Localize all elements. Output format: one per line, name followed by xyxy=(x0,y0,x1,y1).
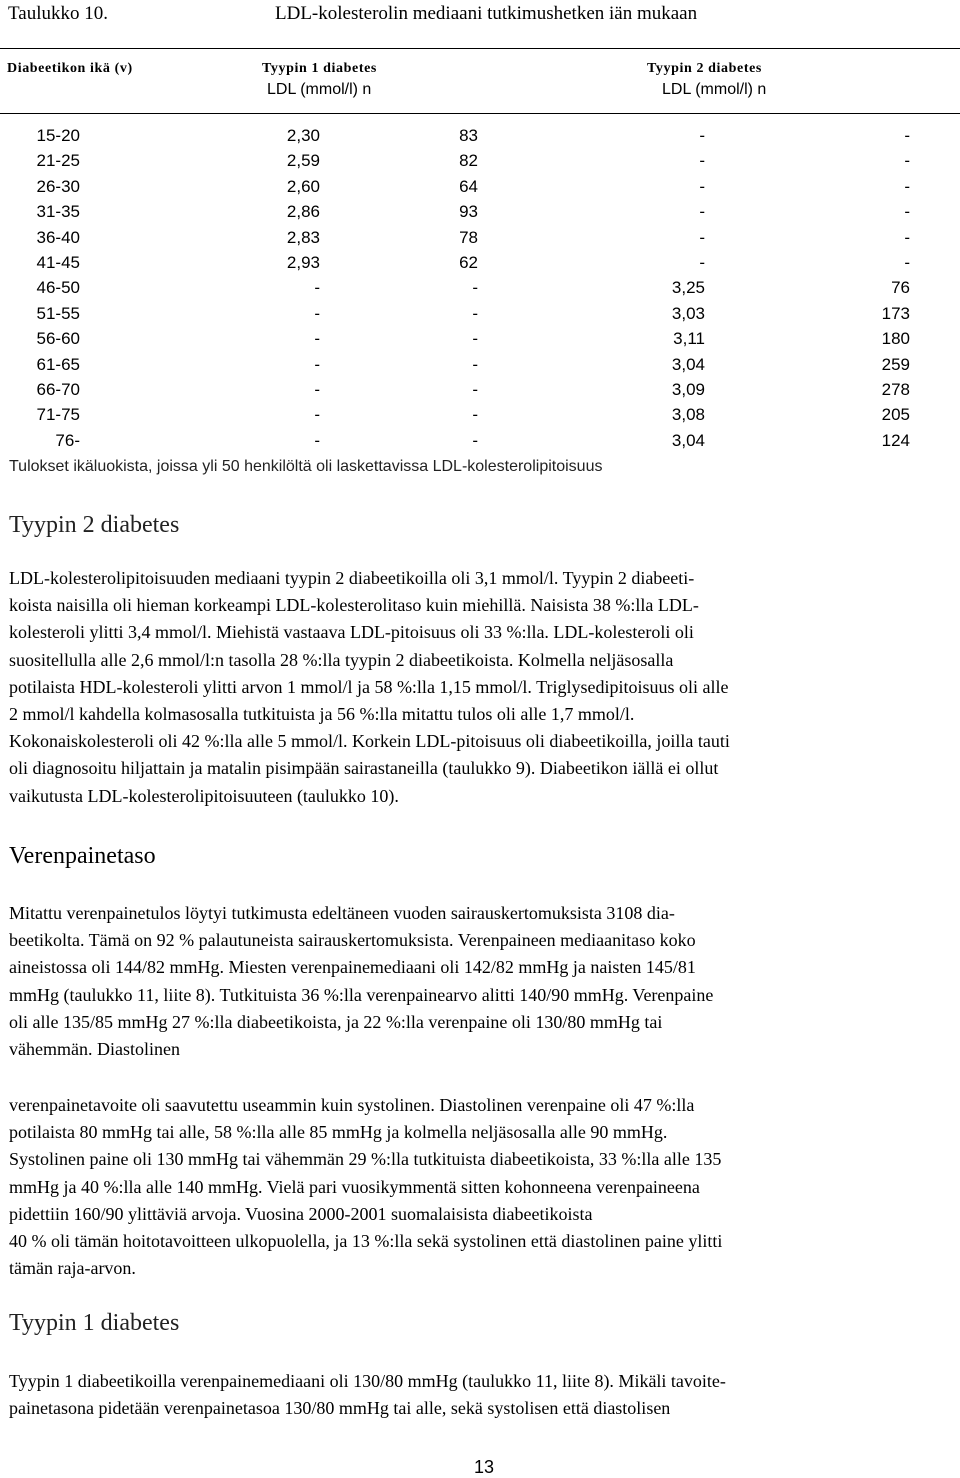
table-row xyxy=(0,275,960,300)
cell-type2-n: - xyxy=(904,126,910,145)
cell-type1-n: - xyxy=(472,303,478,323)
cell-type1-n: - xyxy=(472,354,478,374)
cell-age: 71-75 xyxy=(36,405,80,425)
text-line: painetasona pidetään verenpainetasoa 130/80 mmHg tai alle, sekä systolisen että diastolisen xyxy=(9,1398,671,1419)
text-line: potilaista HDL-kolesteroli ylitti arvon 1 mmol/l ja 58 %:lla 1,15 mmol/l. Triglysedipitoisuus oli alle xyxy=(9,676,729,697)
cell-type1-n: - xyxy=(472,379,478,399)
table-row xyxy=(0,428,960,453)
cell-age: 21-25 xyxy=(36,151,80,171)
cell-type2-ldl: - xyxy=(699,176,705,196)
paragraph-bp-measured xyxy=(9,900,953,1063)
paragraph-bp-diastolic xyxy=(9,1092,953,1282)
cell-age: 15-20 xyxy=(36,126,80,145)
cell-type1-ldl: 2,86 xyxy=(286,202,320,222)
table-row xyxy=(0,250,960,275)
cell-age: 26-30 xyxy=(36,176,80,196)
text-line: Tyypin 1 diabeetikoilla verenpainemediaani oli 130/80 mmHg (taulukko 11, liite 8). Mikäli tavoite- xyxy=(9,1371,726,1391)
header-age: Diabeetikon ikä (v) xyxy=(7,61,133,76)
cell-type1-n: 82 xyxy=(459,151,478,171)
cell-type2-n: - xyxy=(904,202,910,222)
cell-type1-ldl: - xyxy=(314,303,320,323)
cell-type2-ldl: 3,03 xyxy=(671,303,705,323)
cell-type1-n: 83 xyxy=(459,126,478,145)
cell-type2-ldl: - xyxy=(699,126,705,145)
cell-type2-n: 76 xyxy=(891,278,910,298)
cell-type1-ldl: 2,93 xyxy=(286,252,320,272)
text-line: aineistossa oli 144/82 mmHg. Miesten verenpainemediaani oli 142/82 mmHg ja naisten 145/81 xyxy=(9,957,696,978)
text-line: tämän raja-arvon. xyxy=(9,1258,136,1279)
text-line: vähemmän. Diastolinen xyxy=(9,1039,180,1060)
cell-type1-n: - xyxy=(472,405,478,425)
text-line: beetikolta. Tämä on 92 % palautuneista sairauskertomuksista. Verenpaineen mediaanitaso koko xyxy=(9,930,696,951)
table-row xyxy=(0,123,960,148)
header-type1-units: LDL (mmol/l) n xyxy=(267,81,372,98)
table-rule-header xyxy=(0,113,960,114)
table-row xyxy=(0,402,960,427)
cell-type2-n: 180 xyxy=(881,329,910,349)
cell-type1-ldl: - xyxy=(314,430,320,450)
header-type2: Tyypin 2 diabetes xyxy=(647,61,762,76)
text-line: potilaista 80 mmHg tai alle, 58 %:lla alle 85 mmHg ja kolmella neljäsosalla alle 90 mmHg. xyxy=(9,1122,668,1143)
table-caption xyxy=(8,0,952,28)
text-line: vaikutusta LDL-kolesterolipitoisuuteen (taulukko 10). xyxy=(9,785,399,806)
paragraph-type2-ldl xyxy=(9,565,953,810)
cell-type2-n: 259 xyxy=(881,354,910,374)
table-rule-top xyxy=(0,48,960,49)
cell-age: 76- xyxy=(55,430,80,450)
text-line: oli diagnosoitu hiljattain ja matalin pisimpään sairastaneilla (taulukko 9). Diabeetikon iällä ei ollut xyxy=(9,758,719,779)
cell-type2-ldl: 3,04 xyxy=(671,354,705,374)
cell-type1-ldl: 2,59 xyxy=(286,151,320,171)
header-type2-units: LDL (mmol/l) n xyxy=(662,81,767,98)
cell-type2-ldl: - xyxy=(699,227,705,247)
cell-type1-n: - xyxy=(472,430,478,450)
cell-type2-ldl: - xyxy=(699,202,705,222)
cell-age: 61-65 xyxy=(36,354,80,374)
text-line: Systolinen paine oli 130 mmHg tai vähemmän 29 %:lla tutkituista diabeetikoista, 33 %:lla alle 135 xyxy=(9,1149,722,1170)
text-line: 2 mmol/l kahdella kolmasosalla tutkituista ja 56 %:lla mitattu tulos oli alle 1,7 mmol/l. xyxy=(9,704,635,725)
text-line: Kokonaiskolesteroli oli 42 %:lla alle 5 mmol/l. Korkein LDL-pitoisuus oli diabeetikoilla, joilla tauti xyxy=(9,731,730,752)
text-line: koista naisilla oli hieman korkeampi LDL-kolesterolitaso kuin miehillä. Naisista 38 %:lla LDL- xyxy=(9,595,699,616)
page-number: 13 xyxy=(474,1457,495,1477)
cell-type1-n: 93 xyxy=(459,202,478,222)
cell-type1-ldl: 2,83 xyxy=(286,227,320,247)
cell-type1-ldl: 2,30 xyxy=(286,126,320,145)
table-row xyxy=(0,352,960,377)
cell-type2-ldl: 3,08 xyxy=(671,405,705,425)
cell-type2-ldl: - xyxy=(699,151,705,171)
cell-type1-ldl: - xyxy=(314,354,320,374)
table-row xyxy=(0,174,960,199)
cell-type1-ldl: - xyxy=(314,405,320,425)
table-row xyxy=(0,377,960,402)
table-row xyxy=(0,199,960,224)
table-row xyxy=(0,225,960,250)
cell-type1-n: 62 xyxy=(459,252,478,272)
section-heading-blood-pressure: Verenpainetaso xyxy=(9,843,156,869)
text-line: mmHg ja 40 %:lla alle 140 mmHg. Vielä pari vuosikymmentä sitten kohonneena verenpaineena xyxy=(9,1176,700,1197)
cell-type2-n: 124 xyxy=(881,430,910,450)
table-note: Tulokset ikäluokista, joissa yli 50 henkilöltä oli laskettavissa LDL-kolesterolipitoisuus xyxy=(9,458,603,475)
text-line: suositellulla alle 2,6 mmol/l:n tasolla 28 %:lla tyypin 2 diabeetikoista. Kolmella neljäsosalla xyxy=(9,649,674,670)
cell-age: 66-70 xyxy=(36,379,80,399)
ldl-table xyxy=(0,48,960,456)
cell-age: 31-35 xyxy=(36,202,80,222)
cell-type2-ldl: - xyxy=(699,252,705,272)
paragraph-type1-bp xyxy=(9,1368,953,1422)
cell-type2-ldl: 3,25 xyxy=(671,278,705,298)
cell-age: 56-60 xyxy=(36,329,80,349)
cell-age: 46-50 xyxy=(36,278,80,298)
table-row xyxy=(0,148,960,173)
section-heading-type2: Tyypin 2 diabetes xyxy=(9,512,180,538)
cell-type2-n: 173 xyxy=(881,303,910,323)
cell-type2-n: - xyxy=(904,227,910,247)
text-line: 40 % oli tämän hoitotavoitteen ulkopuolella, ja 13 %:lla sekä systolinen että diastolinen paine ylitti xyxy=(9,1231,723,1252)
table-body xyxy=(0,123,960,453)
cell-type1-n: 78 xyxy=(459,227,478,247)
text-line: mmHg (taulukko 11, liite 8). Tutkituista 36 %:lla verenpainearvo alitti 140/90 mmHg. Verenpaine xyxy=(9,984,714,1005)
cell-type2-n: 278 xyxy=(881,379,910,399)
cell-type2-n: - xyxy=(904,151,910,171)
text-line: oli alle 135/85 mmHg 27 %:lla diabeetikoista, ja 22 %:lla verenpaine oli 130/80 mmHg tai xyxy=(9,1011,663,1032)
cell-age: 36-40 xyxy=(36,227,80,247)
cell-type1-ldl: - xyxy=(314,329,320,349)
cell-type2-ldl: 3,11 xyxy=(673,329,705,349)
cell-age: 51-55 xyxy=(36,303,80,323)
cell-type1-ldl: 2,60 xyxy=(286,176,320,196)
cell-type1-n: 64 xyxy=(459,176,478,196)
cell-age: 41-45 xyxy=(36,252,80,272)
table-number: Taulukko 10. xyxy=(8,3,108,24)
table-row xyxy=(0,301,960,326)
text-line: LDL-kolesterolipitoisuuden mediaani tyypin 2 diabeetikoilla oli 3,1 mmol/l. Tyypin 2 diabeeti- xyxy=(9,568,695,588)
section-heading-type1: Tyypin 1 diabetes xyxy=(9,1310,180,1336)
table-title: LDL-kolesterolin mediaani tutkimushetken iän mukaan xyxy=(275,3,698,24)
cell-type2-ldl: 3,04 xyxy=(671,430,705,450)
cell-type1-n: - xyxy=(472,278,478,298)
cell-type1-n: - xyxy=(472,329,478,349)
cell-type1-ldl: - xyxy=(314,379,320,399)
header-type1: Tyypin 1 diabetes xyxy=(262,61,377,76)
cell-type2-n: - xyxy=(904,252,910,272)
text-line: verenpainetavoite oli saavutettu useammin kuin systolinen. Diastolinen verenpaine oli 47 %:lla xyxy=(9,1095,695,1115)
text-line: kolesteroli ylitti 3,4 mmol/l. Miehistä vastaava LDL-pitoisuus oli 33 %:lla. LDL-kolesteroli oli xyxy=(9,622,694,643)
text-line: Mitattu verenpainetulos löytyi tutkimusta edeltäneen vuoden sairauskertomuksista 3108 dia- xyxy=(9,903,675,923)
cell-type2-n: 205 xyxy=(881,405,910,425)
cell-type1-ldl: - xyxy=(314,278,320,298)
cell-type2-ldl: 3,09 xyxy=(671,379,705,399)
cell-type2-n: - xyxy=(904,176,910,196)
table-row xyxy=(0,326,960,351)
text-line: pidettiin 160/90 ylittäviä arvoja. Vuosina 2000-2001 suomalaisista diabeetikoista xyxy=(9,1203,593,1224)
